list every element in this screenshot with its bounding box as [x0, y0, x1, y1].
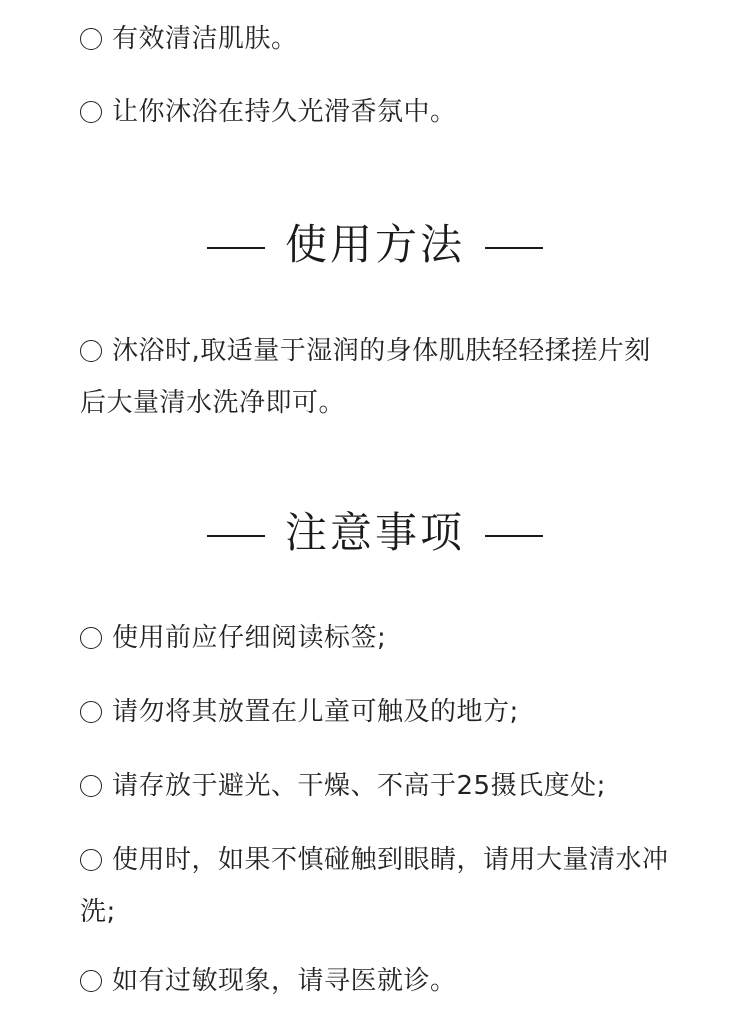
notes-item: [80, 955, 670, 1007]
intro-item-text: 有效清洁肌肤。: [112, 24, 298, 54]
notes-item-text: 使用前应仔细阅读标签;: [112, 623, 387, 653]
usage-item: [80, 325, 670, 429]
intro-item-text: 让你沐浴在持久光滑香氛中。: [112, 97, 457, 127]
circle-bullet-icon: [80, 970, 102, 992]
circle-bullet-icon: [80, 28, 102, 50]
usage-text: 沐浴时,取适量于湿润的身体肌肤轻轻揉搓片刻后大量清水洗净即可。: [80, 336, 651, 418]
usage-heading: [0, 215, 750, 275]
notes-item-text: 使用时，如果不慎碰触到眼睛，请用大量清水冲洗;: [80, 845, 669, 927]
dash-left: [207, 535, 265, 537]
dash-left: [207, 247, 265, 249]
circle-bullet-icon: [80, 701, 102, 723]
intro-item: [80, 86, 670, 138]
notes-item-text: 请勿将其放置在儿童可触及的地方;: [112, 697, 519, 727]
notes-item-text: 如有过敏现象，请寻医就诊。: [112, 966, 457, 996]
notes-item-text: 请存放于避光、干燥、不高于25摄氏度处;: [112, 771, 606, 801]
circle-bullet-icon: [80, 340, 102, 362]
circle-bullet-icon: [80, 849, 102, 871]
dash-right: [485, 247, 543, 249]
circle-bullet-icon: [80, 627, 102, 649]
notes-item: [80, 686, 670, 738]
notes-heading: [0, 503, 750, 563]
notes-item: [80, 834, 670, 938]
circle-bullet-icon: [80, 775, 102, 797]
circle-bullet-icon: [80, 101, 102, 123]
usage-title: 使用方法: [284, 220, 465, 269]
notes-item: [80, 760, 670, 812]
notes-item: [80, 612, 670, 664]
notes-title: 注意事项: [284, 508, 465, 557]
intro-item: [80, 13, 670, 65]
dash-right: [485, 535, 543, 537]
